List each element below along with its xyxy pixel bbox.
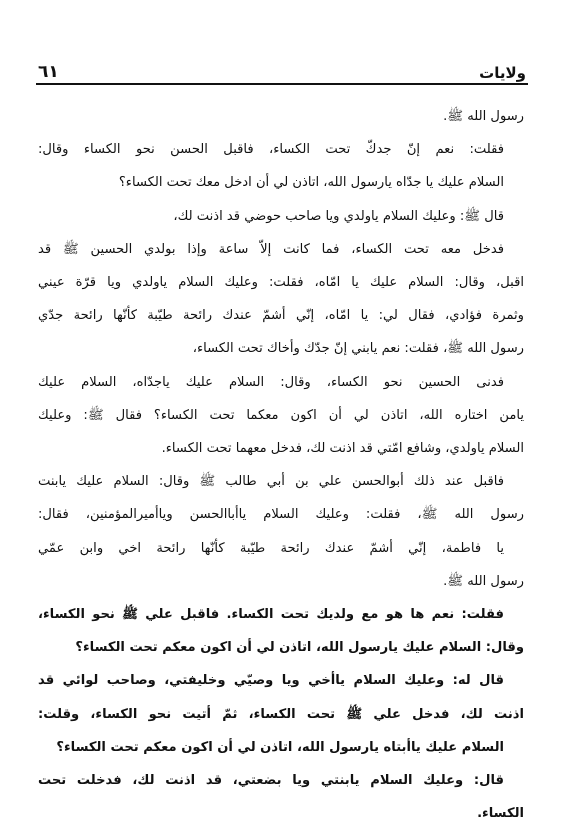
page-number: ٦١ [38, 62, 59, 82]
text-line: السلام عليك يا جدّاه يارسول الله، اتاذن لي أن ادخل معك تحت الكساء؟ [118, 175, 504, 191]
text-line: فاقبل عند ذلك أبوالحسن علي بن أبي طالب ﷺ وقال: السلام عليك يابنت [38, 474, 504, 490]
text-line: رسول الله ﷺ، فقلت: نعم يابني إنّ جدّك وأخاك تحت الكساء، [192, 341, 524, 357]
header-rule [36, 83, 528, 85]
text-line: رسول الله ﷺ، فقلت: وعليك السلام ياأباالحسن وياأميرالمؤمنين، فقال: [38, 507, 524, 523]
text-line: اذنت لك، فدخل علي ﷺ تحت الكساء، ثمّ أتيت نحو الكساء، وقلت: [38, 706, 524, 722]
text-line: قال ﷺ: وعليك السلام ياولدي ويا صاحب حوضي قد اذنت لك، [173, 208, 504, 224]
text-line: السلام عليك ياأبتاه يارسول الله، اتاذن لي أن اكون معكم تحت الكساء؟ [56, 739, 504, 755]
text-line: رسول الله ﷺ. [443, 573, 524, 589]
running-title: ولايات [479, 64, 526, 82]
text-line: الكساء. [477, 806, 524, 822]
text-line: فقلت: نعم ها هو مع ولديك تحت الكساء. فاقبل علي ﷺ نحو الكساء، [38, 607, 504, 623]
page-header [38, 42, 526, 82]
text-line: يامن اختاره الله، اتاذن لي أن اكون معكما تحت الكساء؟ فقال ﷺ: وعليك [38, 407, 524, 423]
text-line: يا فاطمة، إنّي أشمّ عندك رائحة طيّبة كأنّها رائحة اخي وابن عمّي [38, 540, 504, 556]
text-line: وثمرة فؤادي، فقال لي: يا امّاه، إنّي أشمّ عندك رائحة طيّبة كأنّها رائحة جدّي [38, 308, 524, 324]
text-line: فدنى الحسين نحو الكساء، وقال: السلام عليك ياجدّاه، السلام عليك [38, 374, 504, 390]
text-line: السلام ياولدي، وشافع امّتي قد اذنت لك، فدخل معهما تحت الكساء. [161, 441, 524, 457]
text-line: رسول الله ﷺ. [443, 109, 524, 124]
text-line: فقلت: نعم إنّ جدكّ تحت الكساء، فاقبل الحسن نحو الكساء وقال: [38, 142, 504, 158]
text-line: قال له: وعليك السلام ياأخي ويا وصيّي وخليفتي، وصاحب لوائي قد [38, 673, 504, 689]
text-line: قال: وعليك السلام يابنتي ويا بضعتي، قد اذنت لك، فدخلت تحت [38, 773, 504, 789]
text-line: اقبل، وقال: السلام عليك يا امّاه، فقلت: وعليك السلام ياولدي ويا قرّة عيني [38, 275, 524, 291]
text-line: وقال: السلام عليك يارسول الله، اتاذن لي أن اكون معكم تحت الكساء؟ [75, 640, 524, 656]
body-text [38, 100, 524, 830]
text-line: فدخل معه تحت الكساء، فما كانت إلاّ ساعة وإذا بولدي الحسين ﷺ قد [38, 241, 504, 257]
